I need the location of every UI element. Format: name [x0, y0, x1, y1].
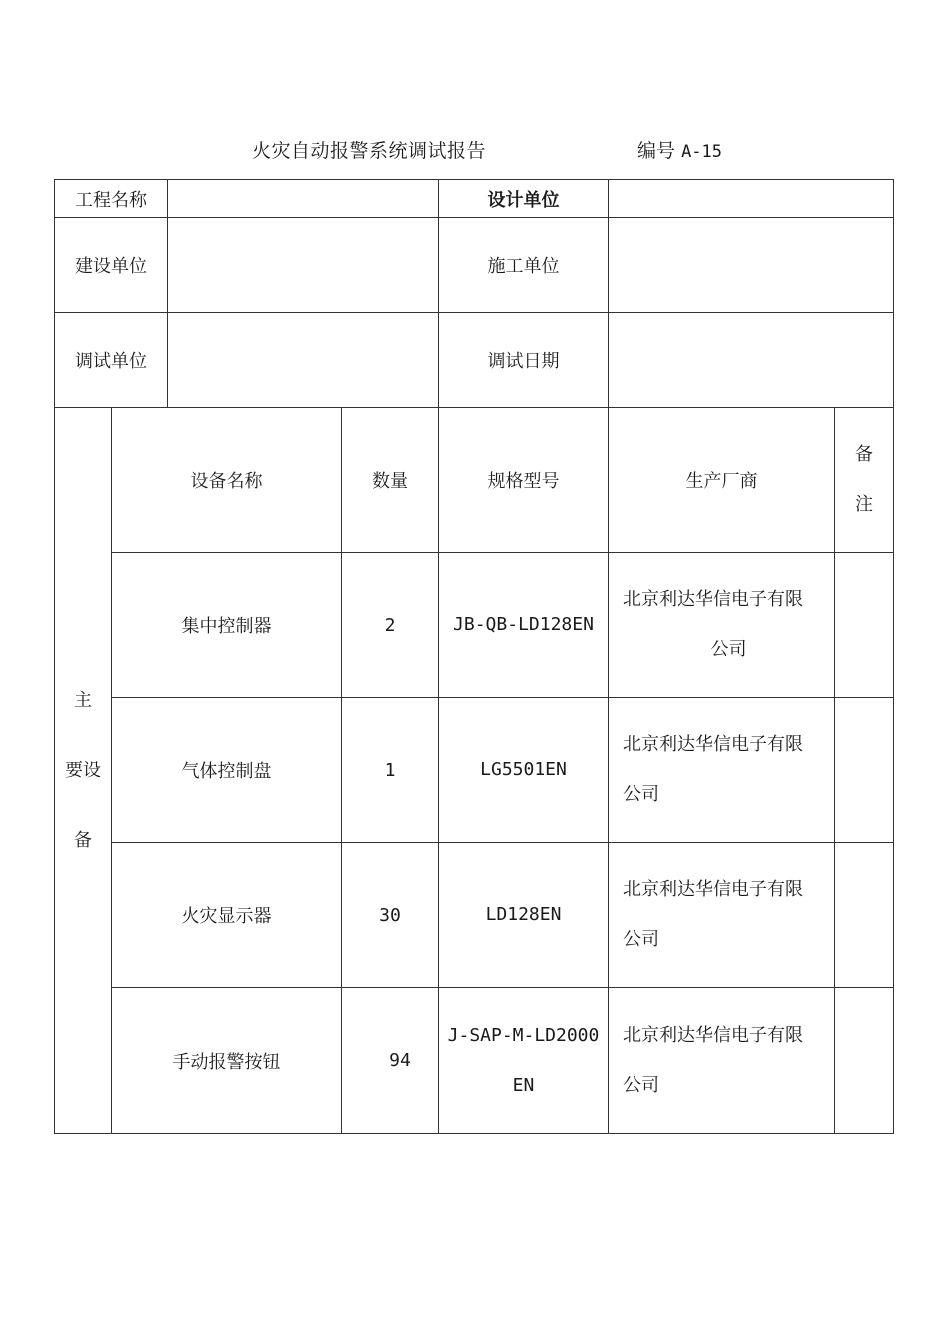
debug-unit-label: 调试单位 [55, 313, 168, 408]
col-header-maker: 生产厂商 [609, 408, 835, 553]
equipment-note [835, 553, 894, 698]
equipment-name: 气体控制盘 [112, 698, 342, 843]
debug-unit-value [168, 313, 439, 408]
equipment-model: JB-QB-LD128EN [439, 553, 609, 698]
build-unit-value [168, 218, 439, 313]
equipment-model: LG5501EN [439, 698, 609, 843]
report-number-label: 编号 [637, 140, 676, 162]
equipment-qty: 2 [342, 553, 439, 698]
main-equipment-label: 主 要设 备 [55, 408, 112, 1134]
table-row [55, 698, 894, 843]
col-header-qty: 数量 [342, 408, 439, 553]
equipment-qty: 30 [342, 843, 439, 988]
col-header-name: 设备名称 [112, 408, 342, 553]
design-unit-label: 设计单位 [439, 180, 609, 218]
construct-unit-value [609, 218, 894, 313]
equipment-maker: 北京利达华信电子有限 公司 [609, 988, 835, 1134]
design-unit-value [609, 180, 894, 218]
equipment-qty: 1 [342, 698, 439, 843]
equipment-model: J-SAP-M-LD2000 EN [439, 988, 609, 1134]
table-row [55, 553, 894, 698]
equipment-maker: 北京利达华信电子有限 公司 [609, 698, 835, 843]
project-name-value [168, 180, 439, 218]
report-number-value: A-15 [681, 142, 723, 162]
table-row [55, 843, 894, 988]
debug-date-value [609, 313, 894, 408]
debug-date-label: 调试日期 [439, 313, 609, 408]
equipment-name: 集中控制器 [112, 553, 342, 698]
report-table [54, 179, 894, 1134]
equipment-note [835, 698, 894, 843]
report-title: 火灾自动报警系统调试报告 [252, 140, 487, 162]
equipment-model: LD128EN [439, 843, 609, 988]
info-row-build [55, 218, 894, 313]
build-unit-label: 建设单位 [55, 218, 168, 313]
table-row [55, 988, 894, 1134]
equipment-maker: 北京利达华信电子有限 公司 [609, 843, 835, 988]
equipment-name: 手动报警按钮 [112, 988, 342, 1134]
col-header-note: 备 注 [835, 408, 894, 553]
equipment-maker: 北京利达华信电子有限 公司 [609, 553, 835, 698]
equipment-name: 火灾显示器 [112, 843, 342, 988]
info-row-debug [55, 313, 894, 408]
info-row-project [55, 180, 894, 218]
equipment-qty: 94 [342, 988, 439, 1134]
equipment-note [835, 988, 894, 1134]
col-header-model: 规格型号 [439, 408, 609, 553]
equipment-header-row [55, 408, 894, 553]
project-name-label: 工程名称 [55, 180, 168, 218]
equipment-note [835, 843, 894, 988]
report-number [637, 136, 722, 163]
construct-unit-label: 施工单位 [439, 218, 609, 313]
